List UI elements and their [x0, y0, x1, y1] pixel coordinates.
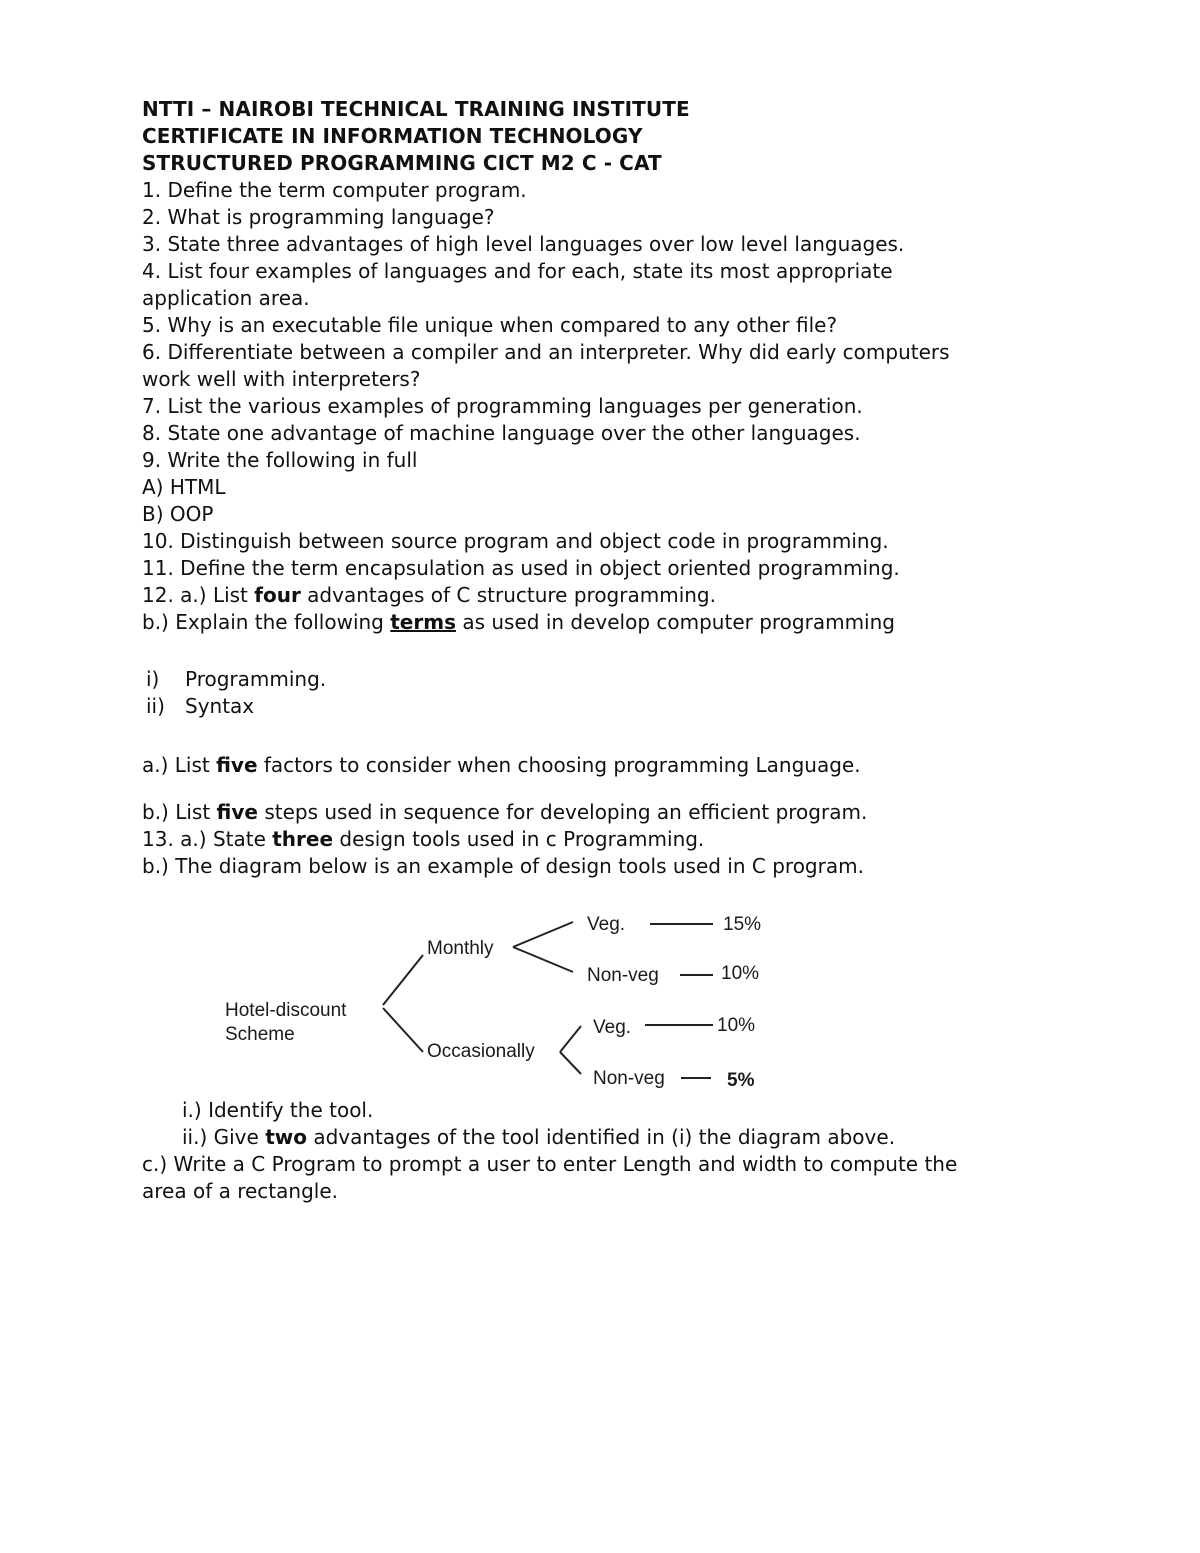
question-13-b-i: i.) Identify the tool.	[182, 1098, 374, 1122]
monthly-nonveg-label: Non-veg	[587, 965, 659, 986]
edge-root-monthly	[383, 955, 423, 1005]
course-title: STRUCTURED PROGRAMMING CICT M2 C - CAT	[142, 151, 662, 175]
q13a-text-bold: three	[272, 827, 334, 851]
edge-monthly-nonveg	[513, 947, 573, 972]
root-label-line-1: Hotel-discount	[225, 1000, 347, 1021]
q12c-text-pre: a.) List	[142, 753, 217, 777]
roman-list	[142, 666, 326, 720]
roman-text-ii: Syntax	[185, 694, 255, 718]
questions-block-2	[142, 799, 867, 880]
question-2: 2. What is programming language?	[142, 205, 495, 229]
q12c-line	[142, 752, 861, 779]
question-13-a	[142, 826, 867, 853]
q13bii-text-bold: two	[265, 1125, 307, 1149]
roman-item-ii	[142, 693, 326, 720]
question-10: 10. Distinguish between source program and object code in programming.	[142, 529, 889, 553]
q13bii-text-pre: ii.) Give	[182, 1125, 266, 1149]
monthly-veg-label: Veg.	[587, 914, 626, 935]
occasionally-veg-label: Veg.	[593, 1017, 632, 1038]
q12a-text-pre: 12. a.) List	[142, 583, 255, 607]
occasionally-nonveg-value: 5%	[727, 1070, 755, 1091]
branch-monthly-label: Monthly	[427, 938, 494, 959]
certificate-title: CERTIFICATE IN INFORMATION TECHNOLOGY	[142, 124, 643, 148]
question-7: 7. List the various examples of programming languages per generation.	[142, 394, 863, 418]
monthly-veg-value: 15%	[723, 914, 762, 935]
question-6-line-1: 6. Differentiate between a compiler and an interpreter. Why did early computers	[142, 340, 950, 364]
question-13-b-ii	[142, 1124, 957, 1151]
decision-tree-diagram	[205, 900, 785, 1095]
question-13-c-line-2: area of a rectangle.	[142, 1179, 338, 1203]
question-9-a: A) HTML	[142, 475, 226, 499]
question-12-b	[142, 609, 950, 636]
question-13-c-line-1: c.) Write a C Program to prompt a user to enter Length and width to compute the	[142, 1152, 958, 1176]
branch-occasionally-label: Occasionally	[427, 1041, 535, 1062]
root-label-line-2: Scheme	[225, 1024, 295, 1045]
decision-tree-svg	[205, 900, 785, 1095]
questions-block-1	[142, 177, 950, 636]
roman-label-ii: ii)	[146, 694, 165, 718]
q12b-text-post: as used in develop computer programming	[455, 610, 895, 634]
question-12-c	[142, 752, 861, 779]
question-5: 5. Why is an executable file unique when compared to any other file?	[142, 313, 838, 337]
question-11: 11. Define the term encapsulation as used in object oriented programming.	[142, 556, 900, 580]
question-4-line-2: application area.	[142, 286, 310, 310]
roman-text-i: Programming.	[185, 667, 327, 691]
q12d-text-pre: b.) List	[142, 800, 217, 824]
question-8: 8. State one advantage of machine language over the other languages.	[142, 421, 861, 445]
edge-occasionally-nonveg	[560, 1052, 581, 1074]
document-header	[142, 96, 690, 177]
occasionally-veg-value: 10%	[717, 1015, 756, 1036]
q12a-text-bold: four	[254, 583, 301, 607]
q12d-text-bold: five	[216, 800, 258, 824]
q13a-text-pre: 13. a.) State	[142, 827, 273, 851]
question-12-d	[142, 799, 867, 826]
q12a-text-post: advantages of C structure programming.	[300, 583, 716, 607]
question-3: 3. State three advantages of high level languages over low level languages.	[142, 232, 905, 256]
q12b-text-bold: terms	[390, 610, 456, 634]
q12c-text-bold: five	[216, 753, 258, 777]
question-1: 1. Define the term computer program.	[142, 178, 527, 202]
question-9-b: B) OOP	[142, 502, 214, 526]
occasionally-nonveg-label: Non-veg	[593, 1068, 665, 1089]
question-6-line-2: work well with interpreters?	[142, 367, 421, 391]
edge-root-occasionally	[383, 1008, 423, 1052]
edge-monthly-veg	[513, 922, 573, 947]
q13a-text-post: design tools used in c Programming.	[333, 827, 705, 851]
institute-title: NTTI – NAIROBI TECHNICAL TRAINING INSTITUTE	[142, 97, 690, 121]
question-9: 9. Write the following in full	[142, 448, 418, 472]
q12d-text-post: steps used in sequence for developing an efficient program.	[257, 800, 868, 824]
q12c-text-post: factors to consider when choosing programming Language.	[257, 753, 861, 777]
q13bii-text-post: advantages of the tool identified in (i) the diagram above.	[306, 1125, 896, 1149]
roman-item-i	[142, 666, 326, 693]
q12b-text-pre: b.) Explain the following	[142, 610, 391, 634]
monthly-nonveg-value: 10%	[721, 963, 760, 984]
question-4-line-1: 4. List four examples of languages and for each, state its most appropriate	[142, 259, 893, 283]
question-13-b: b.) The diagram below is an example of design tools used in C program.	[142, 854, 864, 878]
edge-occasionally-veg	[560, 1026, 581, 1052]
questions-block-3	[142, 1097, 957, 1205]
question-12-a	[142, 582, 950, 609]
roman-label-i: i)	[146, 667, 160, 691]
